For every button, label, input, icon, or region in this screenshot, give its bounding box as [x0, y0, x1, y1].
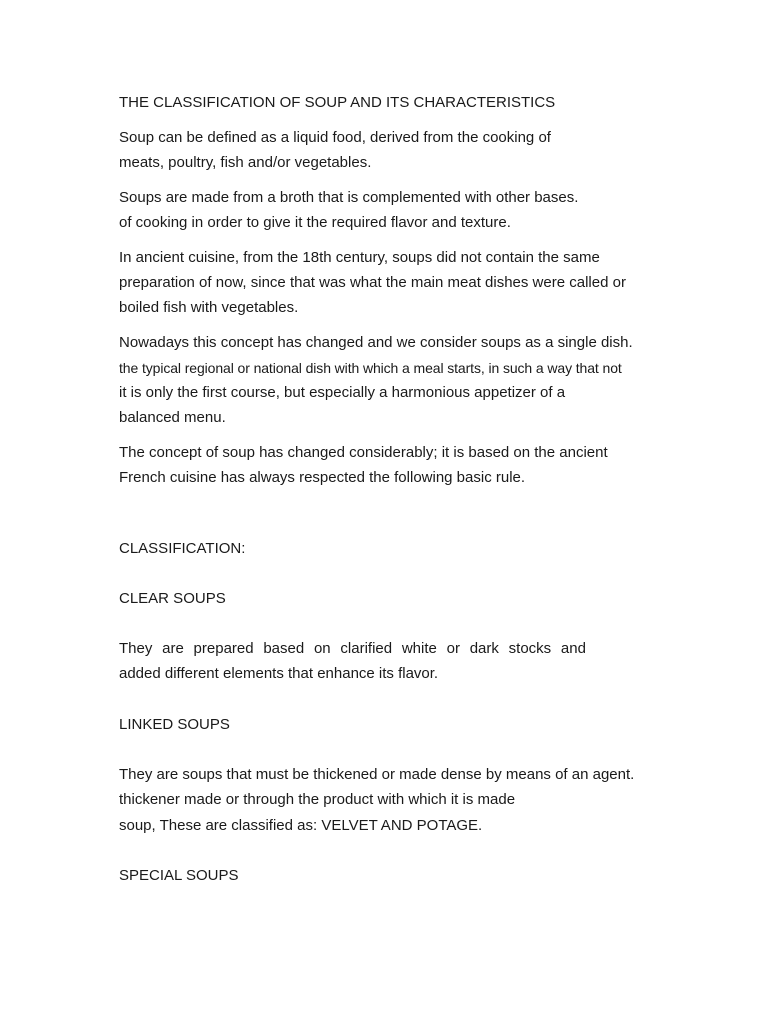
word: prepared	[193, 640, 254, 657]
word: stocks	[508, 640, 552, 657]
paragraph-line: Soup can be defined as a liquid food, derived from the cooking of	[119, 129, 551, 146]
section-heading-linked-soups: LINKED SOUPS	[119, 716, 230, 733]
classification-heading: CLASSIFICATION:	[119, 540, 246, 557]
paragraph-line: boiled fish with vegetables.	[119, 299, 299, 316]
word: on	[313, 640, 331, 657]
paragraph-line: The concept of soup has changed considerably; it is based on the ancient	[119, 444, 608, 461]
word: and	[560, 640, 586, 657]
section-heading-special-soups: SPECIAL SOUPS	[119, 867, 239, 884]
paragraph-line: the typical regional or national dish with which a meal starts, in such a way that not	[119, 360, 622, 376]
word: dark	[469, 640, 499, 657]
section-line: thickener made or through the product with which it is made	[119, 791, 516, 808]
word: or	[446, 640, 460, 657]
section-line: soup, These are classified as: VELVET AND POTAGE.	[119, 817, 483, 834]
section-line: added different elements that enhance its flavor.	[119, 665, 439, 682]
section-heading-clear-soups: CLEAR SOUPS	[119, 590, 226, 607]
word: clarified	[340, 640, 393, 657]
paragraph-line: French cuisine has always respected the following basic rule.	[119, 469, 526, 486]
section-line: They are soups that must be thickened or made dense by means of an agent.	[119, 766, 635, 783]
paragraph-line: In ancient cuisine, from the 18th century, soups did not contain the same	[119, 249, 600, 266]
word: They	[119, 640, 153, 657]
paragraph-line: Soups are made from a broth that is complemented with other bases.	[119, 189, 579, 206]
word: white	[401, 640, 437, 657]
paragraph-line: meats, poultry, fish and/or vegetables.	[119, 154, 372, 171]
word: based	[263, 640, 305, 657]
paragraph-line: it is only the first course, but especially a harmonious appetizer of a	[119, 384, 566, 401]
document-title: THE CLASSIFICATION OF SOUP AND ITS CHARACTERISTICS	[119, 94, 556, 111]
paragraph-line: Nowadays this concept has changed and we consider soups as a single dish.	[119, 334, 633, 351]
paragraph-line: preparation of now, since that was what the main meat dishes were called or	[119, 274, 626, 291]
justified-line	[119, 640, 586, 658]
paragraph-line: balanced menu.	[119, 409, 226, 426]
paragraph-line: of cooking in order to give it the required flavor and texture.	[119, 214, 511, 231]
word: are	[162, 640, 184, 657]
